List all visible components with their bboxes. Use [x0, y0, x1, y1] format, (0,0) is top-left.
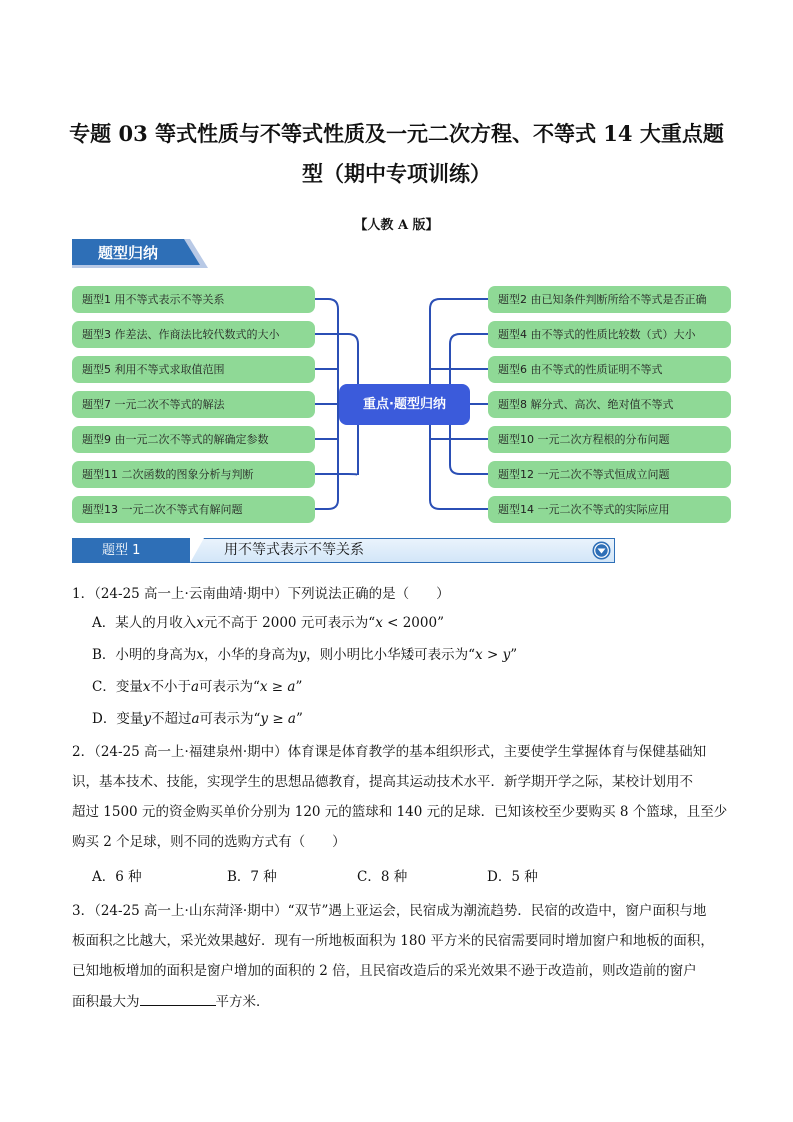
mindmap-type-4[interactable]: 题型4 由不等式的性质比较数（式）大小 [488, 321, 731, 348]
q2-option-c: C．8 种 [357, 869, 408, 885]
mindmap-type-8[interactable]: 题型8 解分式、高次、绝对值不等式 [488, 391, 731, 418]
q1-option-c: C．变量𝑥不小于𝑎可表示为“𝑥 ≥ 𝑎” [92, 679, 303, 695]
mindmap-type-9[interactable]: 题型9 由一元二次不等式的解确定参数 [72, 426, 315, 453]
mindmap-type-3[interactable]: 题型3 作差法、作商法比较代数式的大小 [72, 321, 315, 348]
mindmap-type-12[interactable]: 题型12 一元二次不等式恒成立问题 [488, 461, 731, 488]
q3-line-2: 板面积之比越大，采光效果越好．现有一所地板面积为 180 平方米的民宿需要同时增加窗户和地板的面积， [72, 933, 714, 949]
q1-option-a: A．某人的月收入𝑥元不高于 2000 元可表示为“𝑥 < 2000” [92, 615, 444, 631]
q3-answer-blank[interactable] [140, 991, 216, 1006]
mindmap-type-5[interactable]: 题型5 利用不等式求取值范围 [72, 356, 315, 383]
q2-option-d: D．5 种 [487, 869, 538, 885]
mindmap-type-13[interactable]: 题型13 一元二次不等式有解问题 [72, 496, 315, 523]
q1-option-d: D．变量𝑦不超过𝑎可表示为“𝑦 ≥ 𝑎” [92, 711, 303, 727]
q3-line-1: 3．（24-25 高一上·山东菏泽·期中）“双节”遇上亚运会，民宿成为潮流趋势．民宿的改造中，窗户面积与地 [72, 903, 707, 919]
section-header [72, 538, 615, 563]
q2-option-a: A．6 种 [92, 869, 142, 885]
section-title: 用不等式表示不等关系 [224, 542, 364, 558]
mindmap-type-11[interactable]: 题型11 二次函数的图象分析与判断 [72, 461, 315, 488]
banner-label: 题型归纳 [97, 244, 158, 262]
mindmap-type-2[interactable]: 题型2 由已知条件判断所给不等式是否正确 [488, 286, 731, 313]
q2-option-b: B．7 种 [227, 869, 277, 885]
mindmap-type-6[interactable]: 题型6 由不等式的性质证明不等式 [488, 356, 731, 383]
q3-line-3: 已知地板增加的面积是窗户增加的面积的 2 倍，且民宿改造后的采光效果不逊于改造前，则改造前的窗户 [72, 963, 697, 979]
mindmap-connectors [0, 0, 793, 540]
page-title-line-2: 型（期中专项训练） [302, 161, 491, 186]
q2-line-2: 识，基本技术、技能，实现学生的思想品德教育，提高其运动技术水平．新学期开学之际，某校计划用不 [72, 774, 693, 790]
edition-label: 【人教 A 版】 [354, 218, 439, 233]
page-title-line-1: 专题 03 等式性质与不等式性质及一元二次方程、不等式 14 大重点题 [69, 121, 724, 146]
q1-stem: 1．（24-25 高一上·云南曲靖·期中）下列说法正确的是（ ） [72, 586, 450, 602]
q2-line-4: 购买 2 个足球，则不同的选购方式有（ ） [72, 834, 346, 850]
mindmap-center: 重点·题型归纳 [339, 384, 470, 425]
mindmap-type-14[interactable]: 题型14 一元二次不等式的实际应用 [488, 496, 731, 523]
mindmap-type-7[interactable]: 题型7 一元二次不等式的解法 [72, 391, 315, 418]
q3-line-4 [72, 988, 732, 1017]
q1-option-b: B．小明的身高为𝑥，小华的身高为𝑦，则小明比小华矮可表示为“𝑥 > 𝑦” [92, 647, 518, 663]
section-tag: 题型 1 [72, 538, 190, 563]
chevron-down-icon[interactable] [592, 541, 611, 560]
mindmap-type-1[interactable]: 题型1 用不等式表示不等关系 [72, 286, 315, 313]
mindmap-type-10[interactable]: 题型10 一元二次方程根的分布问题 [488, 426, 731, 453]
q3-line-4-prefix: 面积最大为 [72, 994, 140, 1010]
q3-line-4-suffix: 平方米． [215, 994, 270, 1010]
q2-line-1: 2．（24-25 高一上·福建泉州·期中）体育课是体育教学的基本组织形式，主要使学生掌握体育与保健基础知 [72, 744, 707, 760]
q2-line-3: 超过 1500 元的资金购买单价分别为 120 元的篮球和 140 元的足球．已知该校至少要购买 8 个篮球，且至少 [72, 804, 728, 820]
